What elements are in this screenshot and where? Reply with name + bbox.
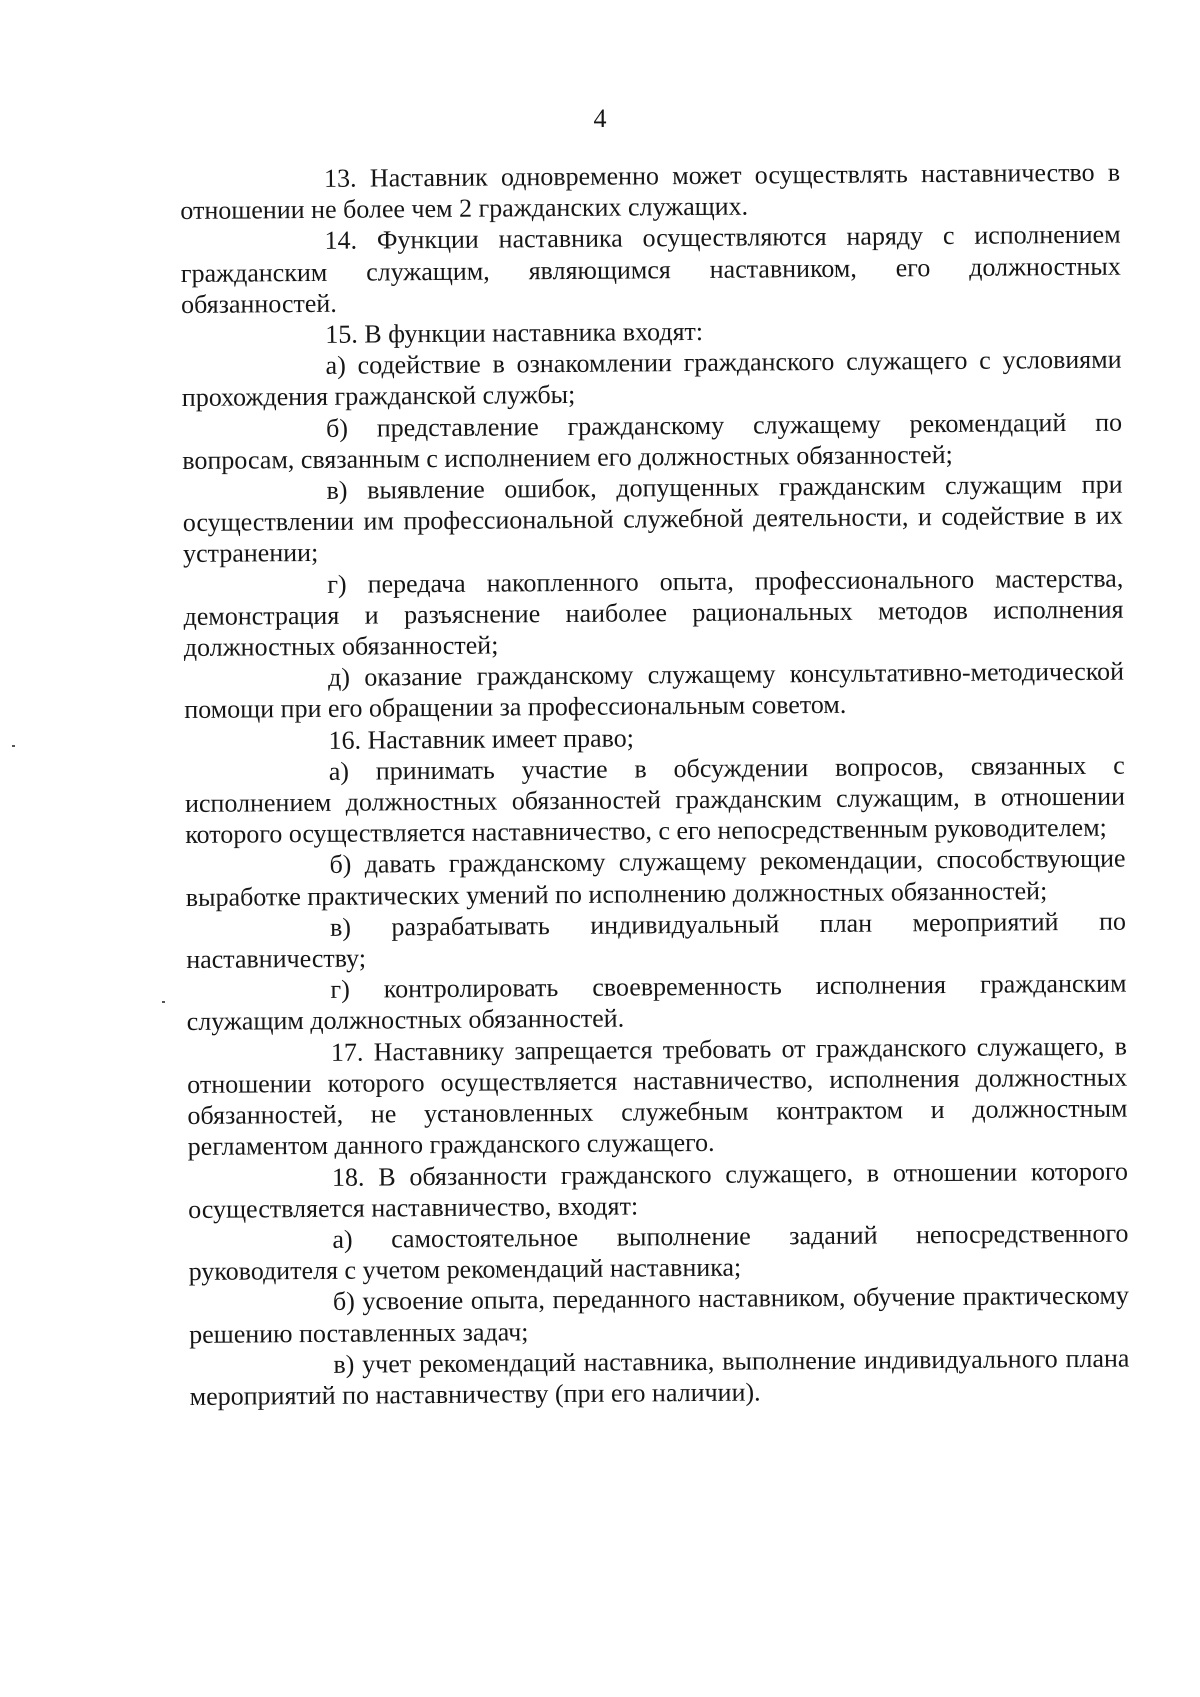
clause-15-item-b <box>182 406 1122 476</box>
item-letter: б) <box>325 413 349 443</box>
clause-18-item-a <box>188 1217 1128 1287</box>
item-letter: а) <box>325 350 346 381</box>
clause-17 <box>187 1030 1128 1162</box>
document-body <box>180 157 1130 1412</box>
clause-text: В функции наставника входят: <box>364 316 704 349</box>
clause-18-item-b <box>189 1280 1129 1350</box>
clause-15-item-g <box>183 562 1124 663</box>
item-text: выявление ошибок, допущенных гражданским служащим при осуществлении им профессиональной служебной деятельности, и содействие в их устранении; <box>182 469 1123 569</box>
clause-text: В обязанности гражданского служащего, в отношении которого осуществляется наставничество, входят: <box>188 1156 1129 1224</box>
page-number: 4 <box>593 104 607 133</box>
item-letter: а) <box>328 756 350 786</box>
item-letter: д) <box>327 662 351 693</box>
item-letter: б) <box>329 850 352 880</box>
clause-16-item-v <box>186 905 1126 975</box>
clause-text: Наставник одновременно может осуществлять наставничество в отношении не более чем 2 гражданских служащих. <box>180 157 1121 226</box>
clause-text: Наставник имеет право; <box>367 723 635 755</box>
item-text: разрабатывать индивидуальный план мероприятий по наставничеству; <box>186 906 1127 975</box>
item-letter: г) <box>327 569 347 599</box>
clause-18-item-v <box>189 1342 1129 1412</box>
item-text: учет рекомендаций наставника, выполнение индивидуального плана мероприятий по наставничеству (при его наличии). <box>189 1343 1130 1411</box>
clause-16-item-a <box>185 749 1126 850</box>
clause-14 <box>180 219 1121 320</box>
clause-15-item-d <box>184 656 1124 726</box>
item-text: самостоятельное выполнение заданий непосредственного руководителя с учетом рекомендаций наставника; <box>188 1218 1129 1287</box>
item-letter: в) <box>329 912 352 942</box>
clause-number: 16. <box>328 725 362 755</box>
item-letter: а) <box>332 1224 353 1254</box>
clause-number: 15. <box>325 319 358 349</box>
item-letter: в) <box>326 475 348 505</box>
clause-15-item-a <box>181 344 1121 414</box>
item-letter: в) <box>333 1349 355 1379</box>
item-text: давать гражданскому служащему рекомендации, способствующие выработке практических умений по исполнению должностных обязанностей; <box>185 844 1126 912</box>
clause-text: Наставнику запрещается требовать от гражданского служащего, в отношении которого осуществляется наставничество, исполнения должностных обязанностей, не установленных служебным контрактом и должностным регламентом данного гражданского служащего. <box>187 1031 1128 1162</box>
item-text: представление гражданскому служащему рекомендаций по вопросам, связанным с исполнением его должностных обязанностей; <box>182 407 1123 475</box>
scan-speck <box>162 1001 165 1003</box>
item-letter: г) <box>330 974 350 1005</box>
item-text: усвоение опыта, переданного наставником, обучение практическому решению поставленных задач; <box>189 1280 1130 1349</box>
clause-16-item-g <box>186 968 1126 1038</box>
item-text: принимать участие в обсуждении вопросов, связанных с исполнением должностных обязанностей гражданским служащим, в отношении которого осуществляется наставничество, с его непосредственным руководителем; <box>184 750 1126 850</box>
item-text: передача накопленного опыта, профессионального мастерства, демонстрация и разъяснение наиболее рациональных методов исполнения должностных обязанностей; <box>183 563 1124 663</box>
clause-number: 13. <box>324 163 357 193</box>
clause-number: 17. <box>330 1037 364 1067</box>
clause-18 <box>188 1155 1128 1225</box>
item-text: оказание гражданскому служащему консультативно-методической помощи при его обращении за профессиональным советом. <box>184 656 1125 725</box>
clause-15-item-v <box>182 469 1123 570</box>
item-text: контролировать своевременность исполнения гражданским служащим должностных обязанностей. <box>186 968 1127 1037</box>
clause-number: 18. <box>331 1162 365 1192</box>
item-letter: б) <box>332 1286 355 1317</box>
clause-text: Функции наставника осуществляются наряду с исполнением гражданским служащим, являющимся наставником, его должностных обязанностей. <box>180 220 1121 319</box>
item-text: содействие в ознакомлении гражданского служащего с условиями прохождения гражданской службы; <box>181 344 1122 413</box>
clause-number: 14. <box>324 226 358 256</box>
clause-13 <box>180 157 1120 227</box>
scan-speck <box>12 745 15 747</box>
clause-16-item-b <box>185 843 1125 913</box>
